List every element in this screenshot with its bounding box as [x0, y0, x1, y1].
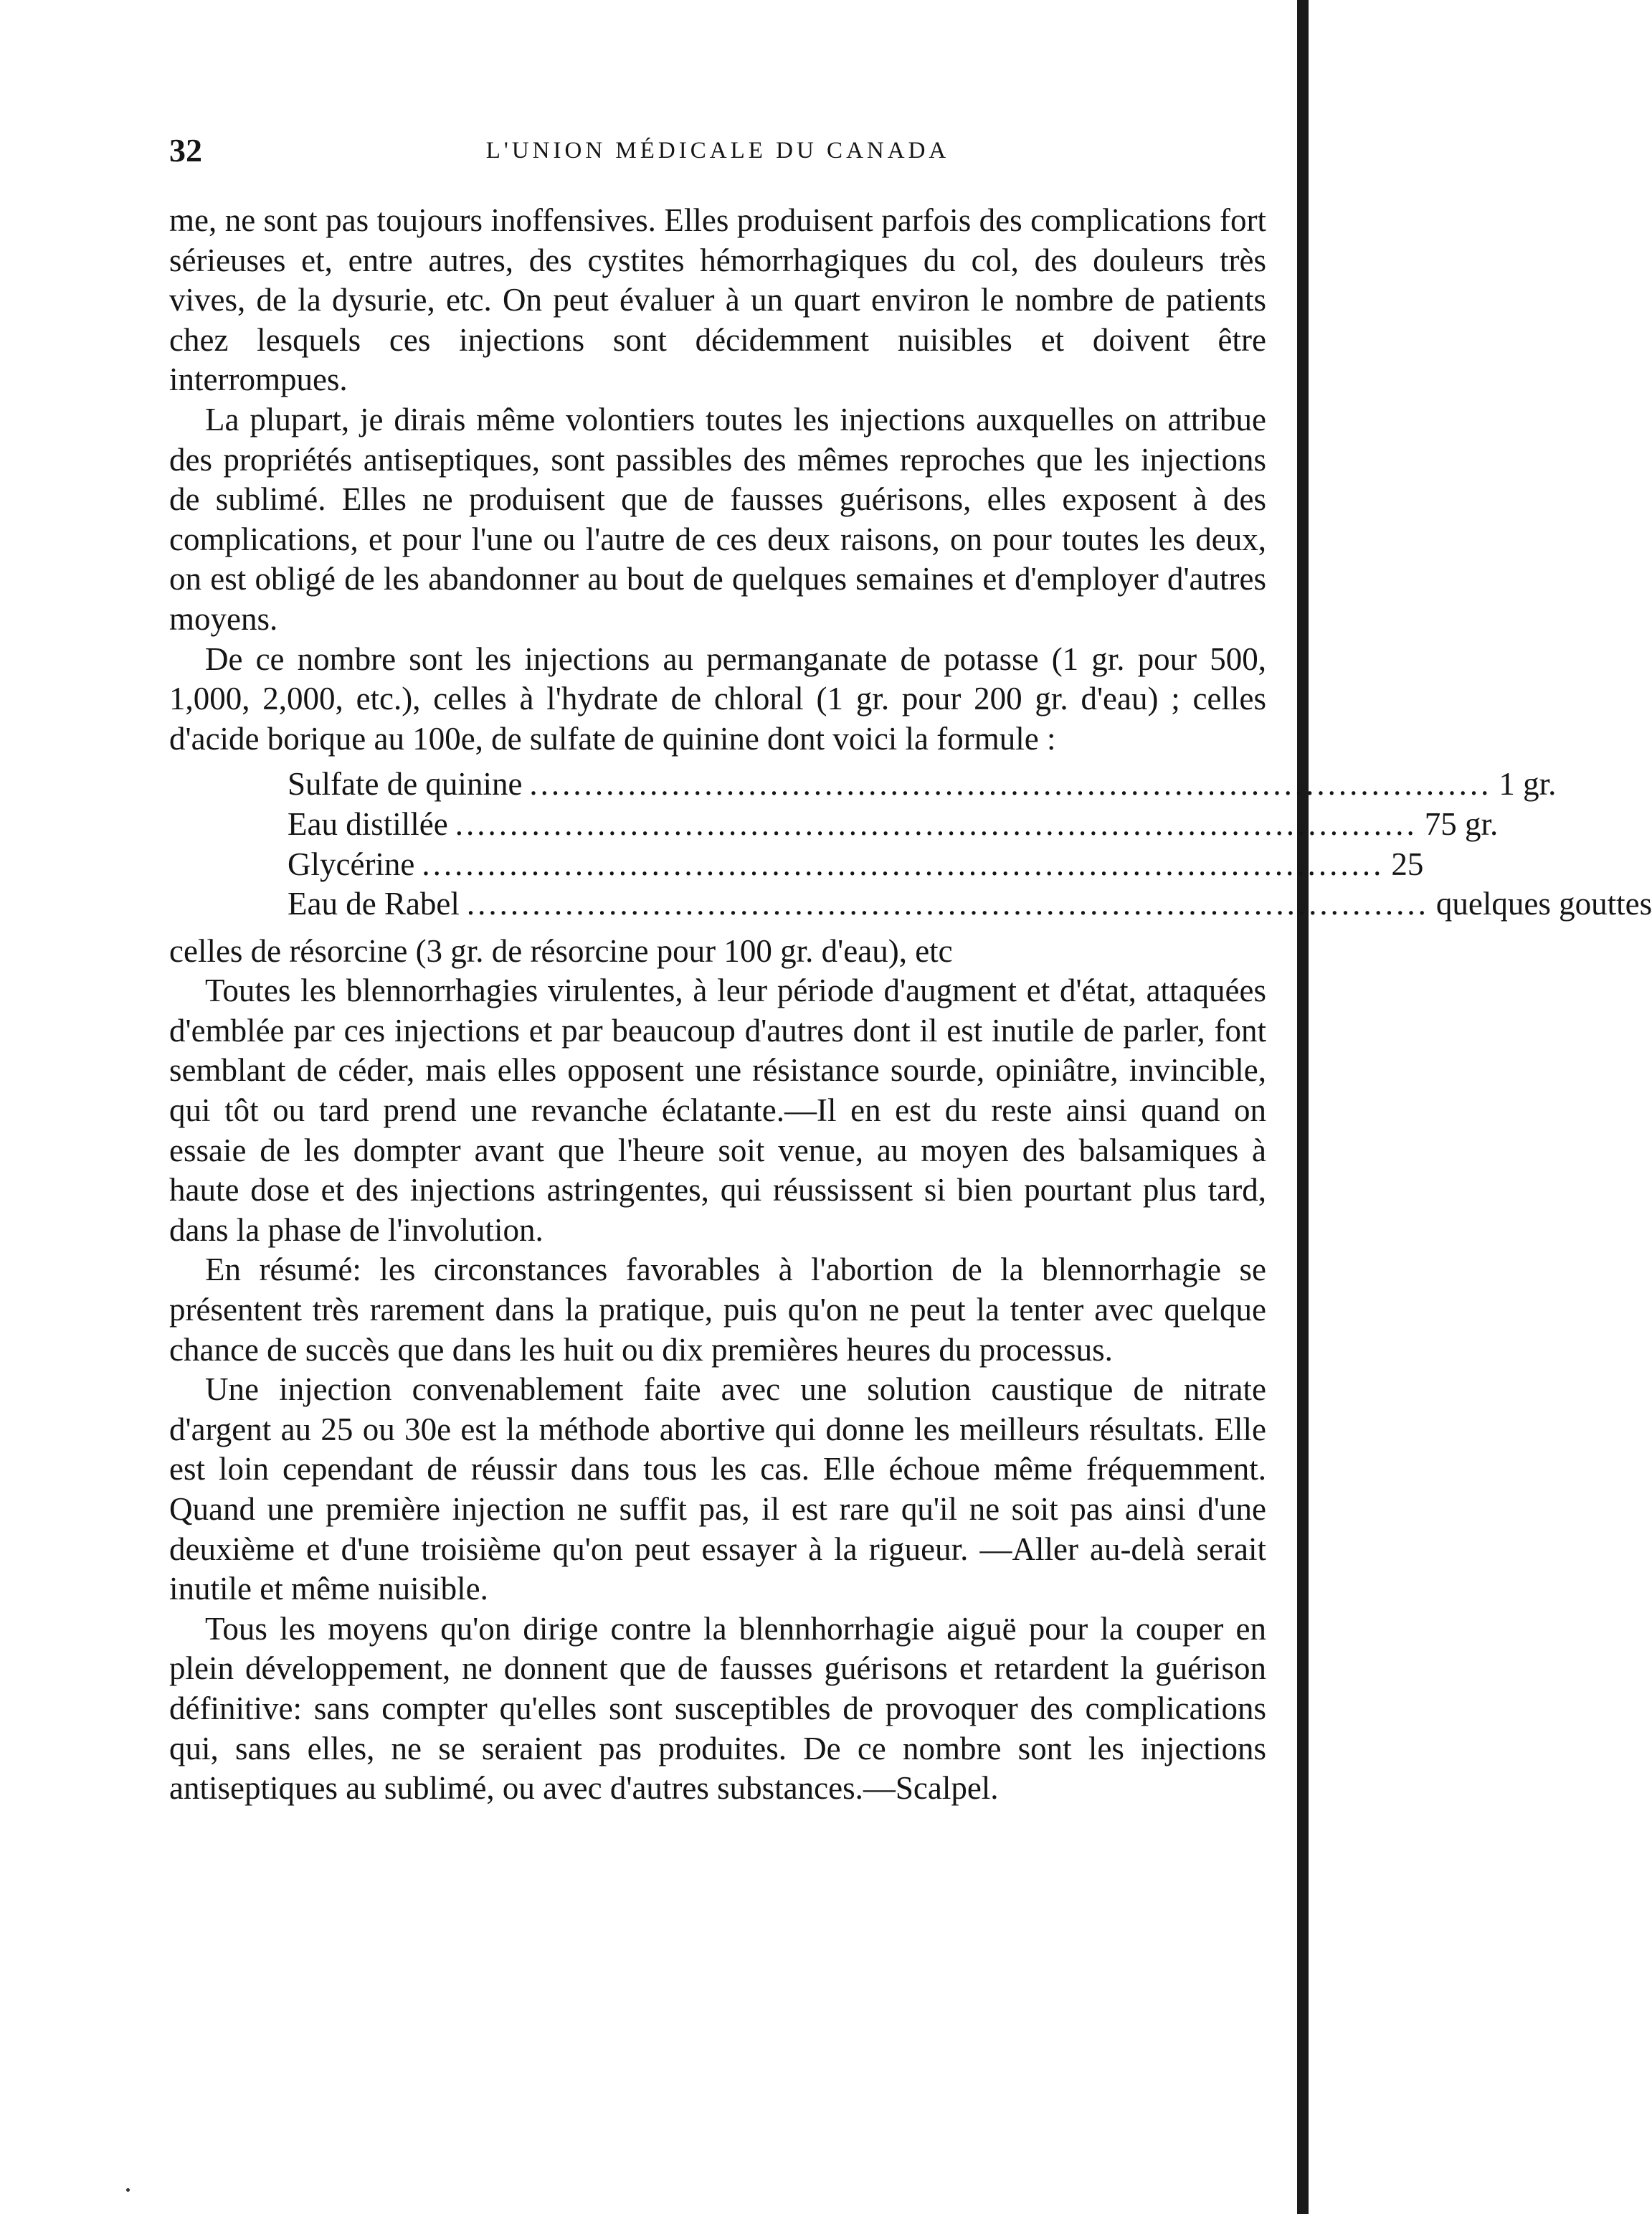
- page-header: [169, 129, 1266, 172]
- paragraph: Toutes les blennorrhagies virulentes, à leur période d'augment et d'état, attaquées d'emblée par ces injections et par beaucoup d'autres dont il est inutile de parler, font semblant de céder, mais elles opposent une résistance sourde, opiniâtre, invincible, qui tôt ou tard prend une revanche éclatante.—Il en est du reste ainsi quand on essaie de les dompter avant que l'heure soit venue, au moyen des balsamiques à haute dose et des injections astringentes, qui réussissent si bien pourtant plus tard, dans la phase de l'involution.: [169, 973, 1266, 1248]
- formula-ingredient: Eau distillée: [288, 805, 448, 842]
- formula-row: [288, 884, 1652, 924]
- paragraph: me, ne sont pas toujours inoffensives. Elles produisent parfois des complications fort sérieuses et, entre autres, des cystites hémorrhagiques du col, des douleurs très vives, de la dysurie, etc. On peut évaluer à un quart environ le nombre de patients chez lesquels ces injections sont décidemment nuisibles et doivent être interrompues.: [169, 202, 1266, 398]
- formula-ingredient: Eau de Rabel: [288, 886, 460, 922]
- page-number: 32: [169, 132, 202, 169]
- document-page: [169, 129, 1652, 1809]
- formula-quantity: 25: [1391, 846, 1424, 882]
- formula-row: [288, 765, 1557, 805]
- page-edge-border: [1297, 0, 1309, 2214]
- formula-ingredient: Glycérine: [288, 846, 415, 882]
- formula-quantity: 75 gr.: [1424, 805, 1499, 842]
- formula-row: [288, 845, 1424, 885]
- paragraph: celles de résorcine (3 gr. de résorcine pour 100 gr. d'eau), etc: [169, 932, 953, 969]
- paragraph: La plupart, je dirais même volontiers toutes les injections auxquelles on attribue des propriétés antiseptiques, sont passibles des mêmes reproches que les injections de sublimé. Elles ne produisent que de fausses guérisons, elles exposent à des complications, et pour l'une ou l'autre de ces deux raisons, on pour toutes les deux, on est obligé de les abandonner au bout de quelques semaines et d'employer d'autres moyens.: [169, 401, 1266, 637]
- formula-block: [288, 765, 1652, 924]
- paragraph: En résumé: les circonstances favorables à l'abortion de la blennorrhagie se présentent très rarement dans la pratique, puis qu'on ne peut la tenter avec quelque chance de succès que dans les huit ou dix premières heures du processus.: [169, 1252, 1266, 1368]
- article-body: [169, 201, 1652, 1809]
- paragraph: De ce nombre sont les injections au permanganate de potasse (1 gr. pour 500, 1,000, 2,000, etc.), celles à l'hydrate de chloral (1 gr. pour 200 gr. d'eau) ; celles d'acide borique au 100e, de sulfate de quinine dont voici la formule :: [169, 640, 1266, 757]
- formula-ingredient: Sulfate de quinine: [288, 766, 523, 803]
- leader-dots: ........................................................................................: [422, 846, 1385, 882]
- leader-dots: ........................................................................................: [455, 805, 1418, 842]
- formula-quantity: 1 gr.: [1499, 766, 1557, 803]
- leader-dots: ........................................................................................: [466, 886, 1429, 922]
- leader-dots: ........................................................................................: [529, 766, 1492, 803]
- paragraph: Tous les moyens qu'on dirige contre la blennhorrhagie aiguë pour la couper en plein développement, ne donnent que de fausses guérisons et retardent la guérison définitive: sans compter qu'elles sont susceptibles de provoquer des complications qui, sans elles, ne se seraient pas produites. De ce nombre sont les injections antiseptiques au sublimé, ou avec d'autres substances.—Scalpel.: [169, 1610, 1266, 1807]
- ink-speck: [126, 2188, 130, 2192]
- running-head: L'UNION MÉDICALE DU CANADA: [485, 138, 950, 164]
- formula-quantity: quelques gouttes: [1435, 886, 1652, 922]
- formula-row: [288, 805, 1499, 845]
- paragraph: Une injection convenablement faite avec une solution caustique de nitrate d'argent au 25 ou 30e est la méthode abortive qui donne les meilleurs résultats. Elle est loin cependant de réussir dans tous les cas. Elle échoue même fréquemment. Quand une première injection ne suffit pas, il est rare qu'il ne soit pas ainsi d'une deuxième et d'une troisième qu'on peut essayer à la rigueur. —Aller au-delà serait inutile et même nuisible.: [169, 1371, 1266, 1607]
